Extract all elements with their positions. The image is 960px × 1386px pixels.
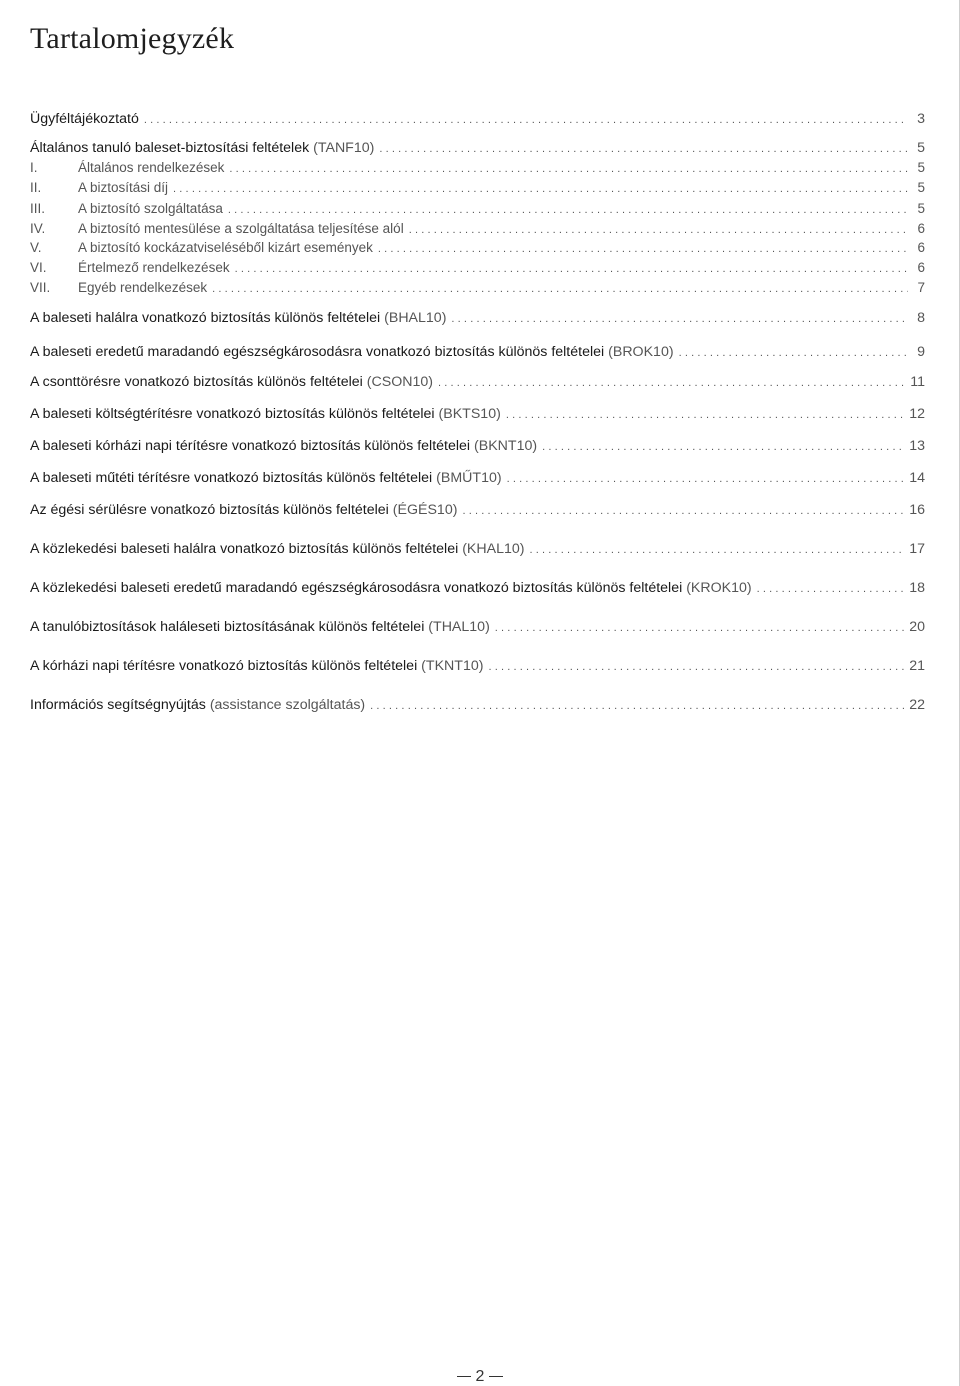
dot-leader (757, 579, 905, 599)
footer-dash-left (457, 1376, 471, 1377)
toc-chapter-number: VII. (30, 280, 51, 295)
footer-dash-right (489, 1376, 503, 1377)
dot-leader (462, 501, 904, 521)
toc-page-number: 5 (917, 140, 925, 156)
toc-entry-code: (assistance szolgáltatás) (209, 697, 366, 713)
toc-entry-title: A kórházi napi térítésre vonatkozó biztosítás különös feltételei (30, 658, 418, 674)
dot-leader (229, 159, 908, 179)
toc-entry[interactable] (30, 138, 925, 158)
toc-entry-title: Információs segítségnyújtás (30, 697, 206, 713)
toc-entry[interactable] (30, 617, 925, 637)
toc-chapter-number: III. (30, 201, 46, 216)
dot-leader (451, 309, 908, 329)
toc-page-number: 9 (917, 344, 925, 360)
toc-entry-title: A baleseti halálra vonatkozó biztosítás különös feltételei (30, 310, 381, 326)
dot-leader (506, 405, 904, 425)
toc-page-number: 18 (909, 580, 925, 596)
toc-page-number: 3 (917, 111, 925, 127)
toc-entry-title: Az égési sérülésre vonatkozó biztosítás különös feltételei (30, 502, 389, 518)
toc-entry-title: A közlekedési baleseti halálra vonatkozó biztosítás különös feltételei (30, 541, 459, 557)
dot-leader (438, 373, 905, 393)
toc-entry-title: Általános rendelkezések (78, 160, 225, 175)
toc-entry-title: A baleseti költségtérítésre vonatkozó biztosítás különös feltételei (30, 406, 435, 422)
toc-entry-title: A biztosító kockázatviseléséből kizárt események (78, 240, 373, 255)
dot-leader (173, 179, 908, 199)
toc-subentry[interactable] (30, 238, 925, 258)
toc-page-number: 5 (917, 160, 925, 175)
toc-entry-code: (KHAL10) (462, 541, 525, 557)
dot-leader (530, 540, 905, 560)
toc-entry-code: (BKNT10) (474, 438, 538, 454)
toc-entry[interactable] (30, 342, 925, 362)
toc-entry-code: (BKTS10) (438, 406, 501, 422)
toc-page-number: 12 (909, 406, 925, 422)
toc-page-number: 6 (917, 221, 925, 236)
dot-leader (378, 239, 908, 259)
toc-entry-code: (ÉGÉS10) (392, 502, 458, 518)
toc-subentry[interactable] (30, 278, 925, 298)
toc-entry-title: A csonttörésre vonatkozó biztosítás különös feltételei (30, 374, 363, 390)
toc-entry[interactable] (30, 500, 925, 520)
toc-chapter-number: IV. (30, 221, 46, 236)
dot-leader (228, 200, 908, 220)
toc-entry[interactable] (30, 109, 925, 129)
toc-entry[interactable] (30, 404, 925, 424)
toc-entry-title: A tanulóbiztosítások haláleseti biztosításának különös feltételei (30, 619, 425, 635)
dot-leader (488, 657, 904, 677)
toc-entry-code: (CSON10) (366, 374, 433, 390)
toc-entry[interactable] (30, 578, 925, 598)
toc-page-number: 5 (917, 201, 925, 216)
toc-entry-title: A biztosító szolgáltatása (78, 201, 223, 216)
toc-page-number: 14 (909, 470, 925, 486)
toc-subentry[interactable] (30, 199, 925, 219)
dot-leader (212, 279, 908, 299)
dot-leader (409, 220, 908, 240)
toc-entry-title: A baleseti kórházi napi térítésre vonatkozó biztosítás különös feltételei (30, 438, 471, 454)
toc-chapter-number: VI. (30, 260, 47, 275)
toc-chapter-number: V. (30, 240, 42, 255)
toc-chapter-number: II. (30, 180, 42, 195)
toc-page-number: 8 (917, 310, 925, 326)
toc-entry-title: A biztosító mentesülése a szolgáltatása teljesítése alól (78, 221, 404, 236)
toc-page-number: 21 (909, 658, 925, 674)
toc-page-number: 5 (917, 180, 925, 195)
toc-subentry[interactable] (30, 158, 925, 178)
toc-page-number: 6 (917, 240, 925, 255)
toc-subentry[interactable] (30, 258, 925, 278)
toc-chapter-number: I. (30, 160, 38, 175)
toc-entry-title: A biztosítási díj (78, 180, 169, 195)
toc-entry-code: (TANF10) (313, 140, 375, 156)
toc-entry-code: (TKNT10) (421, 658, 484, 674)
toc-entry-title: Egyéb rendelkezések (78, 280, 208, 295)
toc-entry[interactable] (30, 656, 925, 676)
toc-entry-title: Általános tanuló baleset-biztosítási feltételek (30, 140, 310, 156)
dot-leader (379, 139, 908, 159)
toc-entry-code: (BHAL10) (384, 310, 447, 326)
dot-leader (679, 343, 908, 363)
dot-leader (495, 618, 904, 638)
toc-page-number: 13 (909, 438, 925, 454)
dot-leader (144, 110, 908, 130)
dot-leader (507, 469, 905, 489)
dot-leader (370, 696, 904, 716)
dot-leader (235, 259, 908, 279)
toc-subentry[interactable] (30, 219, 925, 239)
toc-entry[interactable] (30, 308, 925, 328)
toc-entry-title: A baleseti eredetű maradandó egészségkárosodásra vonatkozó biztosítás különös feltételei (30, 344, 605, 360)
toc-page-number: 16 (909, 502, 925, 518)
toc-entry[interactable] (30, 695, 925, 715)
toc-page-number: 6 (917, 260, 925, 275)
toc-page-number: 22 (909, 697, 925, 713)
toc-entry-code: (THAL10) (428, 619, 490, 635)
toc-page-number: 7 (917, 280, 925, 295)
toc-entry[interactable] (30, 436, 925, 456)
toc-page-number: 20 (909, 619, 925, 635)
page-title: Tartalomjegyzék (30, 22, 235, 55)
footer-page-number: 2 (475, 1368, 485, 1385)
toc-entry-title: Ügyféltájékoztató (30, 111, 139, 127)
dot-leader (542, 437, 904, 457)
toc-entry-code: (BMŰT10) (436, 470, 502, 486)
toc-entry-title: Értelmező rendelkezések (78, 260, 230, 275)
page-footer (0, 1368, 960, 1386)
toc-entry[interactable] (30, 372, 925, 392)
toc-entry[interactable] (30, 539, 925, 559)
toc-page-number: 17 (909, 541, 925, 557)
toc-entry-title: A közlekedési baleseti eredetű maradandó egészségkárosodásra vonatkozó biztosítás különös feltételei (30, 580, 683, 596)
toc-entry-code: (KROK10) (686, 580, 752, 596)
toc-page-number: 11 (910, 374, 925, 390)
toc-subentry[interactable] (30, 178, 925, 198)
toc-entry-title: A baleseti műtéti térítésre vonatkozó biztosítás különös feltételei (30, 470, 433, 486)
toc-entry[interactable] (30, 468, 925, 488)
toc-entry-code: (BROK10) (608, 344, 674, 360)
